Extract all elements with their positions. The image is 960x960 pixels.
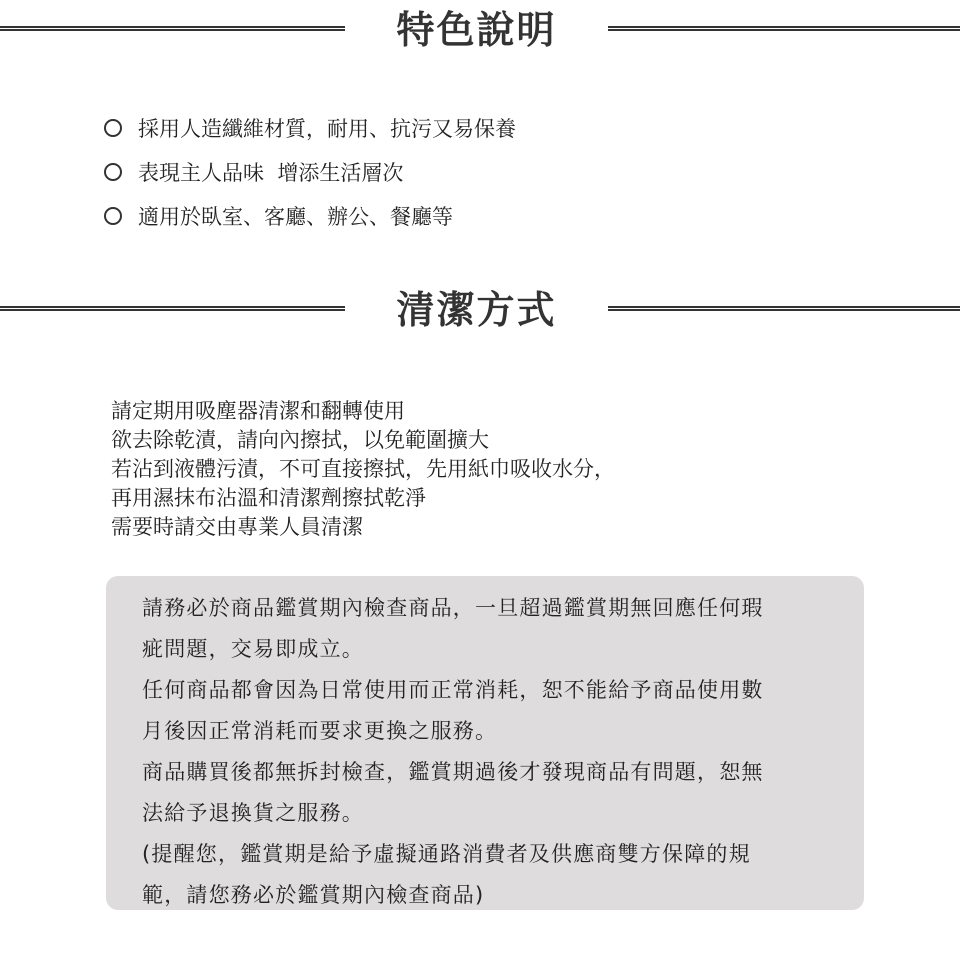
notice-line: 請務必於商品鑑賞期內檢查商品，一旦超過鑑賞期無回應任何瑕 [142,596,764,620]
feature-item [104,150,516,194]
notice-line: 商品購買後都無拆封檢查，鑑賞期過後才發現商品有問題，恕無 [142,760,764,784]
notice-line: 疵問題，交易即成立。 [142,637,364,661]
notice-line: 月後因正常消耗而要求更換之服務。 [142,719,498,743]
feature-list [104,106,516,238]
notice-line: 範，請您務必於鑑賞期內檢查商品) [142,883,485,907]
cleaning-line: 需要時請交由專業人員清潔 [111,515,363,539]
feature-text: 表現主人品味 增添生活層次 [138,161,404,185]
notice-box [106,576,864,910]
feature-item [104,194,516,238]
cleaning-instructions [111,397,615,542]
notice-line: 任何商品都會因為日常使用而正常消耗，恕不能給予商品使用數 [142,678,764,702]
cleaning-line: 再用濕抹布沾溫和清潔劑擦拭乾淨 [111,486,426,510]
circle-icon [104,119,122,137]
circle-icon [104,207,122,225]
cleaning-line: 欲去除乾漬，請向內擦拭，以免範圍擴大 [111,428,489,452]
features-title: 特色說明 [396,8,557,52]
cleaning-title: 清潔方式 [396,288,557,332]
circle-icon [104,163,122,181]
cleaning-header [0,280,960,340]
feature-text: 適用於臥室、客廳、辦公、餐廳等 [138,205,453,229]
header-rule-left [0,26,345,31]
features-header [0,0,960,60]
header-rule-left [0,306,345,311]
cleaning-line: 請定期用吸塵器清潔和翻轉使用 [111,399,405,423]
header-rule-right [608,306,960,311]
feature-text: 採用人造纖維材質，耐用、抗污又易保養 [138,117,516,141]
notice-line: (提醒您，鑑賞期是給予虛擬通路消費者及供應商雙方保障的規 [142,842,751,866]
cleaning-line: 若沾到液體污漬，不可直接擦拭，先用紙巾吸收水分， [111,457,615,481]
notice-line: 法給予退換貨之服務。 [142,801,364,825]
feature-item [104,106,516,150]
header-rule-right [608,26,960,31]
